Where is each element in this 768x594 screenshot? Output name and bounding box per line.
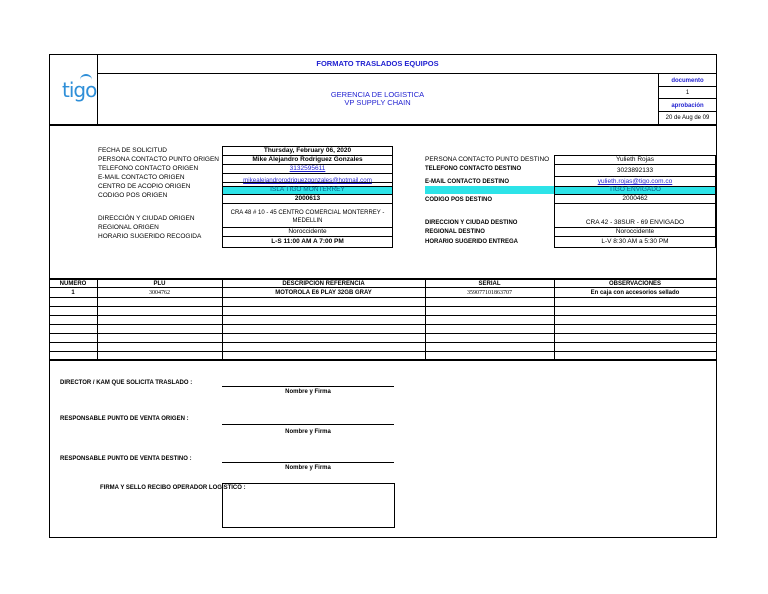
label-email-origen: E-MAIL CONTACTO ORIGEN	[98, 174, 185, 181]
origin-email-link[interactable]: mikealejandrorodriguezgonzales@hotmail.com	[243, 177, 372, 184]
aprobacion-value: 20 de Aug de 09	[665, 115, 710, 121]
origin-row-line	[222, 173, 393, 174]
label-codigo-destino: CODIGO POS DESTINO	[425, 197, 493, 203]
cell-serial: 359077101863707	[467, 290, 512, 296]
director-label: DIRECTOR / KAM QUE SOLICITA TRASLADO :	[60, 380, 193, 386]
origin-direccion-value-2: MEDELLIN	[292, 218, 323, 224]
director-signature-line[interactable]	[222, 386, 394, 387]
label-fecha: FECHA DE SOLICITUD	[98, 147, 167, 154]
cell-numero: 1	[71, 290, 75, 296]
table-row-line	[49, 315, 717, 316]
col-header-plu: PLU	[153, 281, 166, 287]
label-horario-origen: HORARIO SUGERIDO RECOGIDA	[98, 233, 202, 240]
label-direccion-destino: DIRECCION Y CIUDAD DESTINO	[425, 220, 518, 226]
responsable-destino-nombre-firma: Nombre y Firma	[285, 465, 331, 471]
table-row-line	[49, 297, 717, 298]
label-persona-origen: PERSONA CONTACTO PUNTO ORIGEN	[98, 156, 219, 163]
documento-label: documento	[671, 78, 704, 84]
vp-label: VP SUPPLY CHAIN	[344, 98, 411, 107]
origin-fecha-value: Thursday, February 06, 2020	[263, 147, 352, 154]
origin-centro-value: ISLA TIGO MONTERREY	[270, 186, 345, 193]
col-header-descripcion: DESCRIPCION REFERENCIA	[282, 281, 365, 287]
dest-row-line	[554, 203, 716, 204]
origin-persona-value: Mike Alejandro Rodriguez Gonzales	[252, 156, 363, 163]
label-regional-origen: REGIONAL ORIGEN	[98, 224, 159, 231]
dest-codigo-value: 2000462	[622, 195, 648, 202]
director-nombre-firma: Nombre y Firma	[285, 389, 331, 395]
responsable-destino-label: RESPONSABLE PUNTO DE VENTA DESTINO :	[60, 456, 192, 462]
col-header-numero: NUMERO	[59, 281, 87, 287]
dest-row-line	[554, 164, 716, 165]
operador-label: FIRMA Y SELLO RECIBO OPERADOR LOGISTICO :	[100, 485, 246, 491]
document-title: FORMATO TRASLADOS EQUIPOS	[316, 59, 439, 68]
responsable-origen-nombre-firma: Nombre y Firma	[285, 429, 331, 435]
col-header-serial: SERIAL	[478, 281, 501, 287]
origin-direccion-value-1: CRA 48 # 10 - 45 CENTRO COMERCIAL MONTERREY -	[230, 210, 385, 216]
cell-observaciones: En caja con accesorios sellado	[590, 290, 680, 296]
tigo-logo: tigo	[62, 78, 97, 102]
dest-row-line	[554, 236, 716, 237]
table-row-line	[49, 306, 717, 307]
label-codigo-origen: CODIGO POS ORIGEN	[98, 192, 168, 199]
table-row-line	[49, 342, 717, 343]
dest-centro-value: TIGO ENVIGADO	[608, 186, 661, 193]
dest-direccion-value: CRA 42 - 38SUR - 69 ENVIGADO	[585, 219, 685, 226]
dest-persona-value: Yulieth Rojas	[616, 156, 654, 163]
gerencia-label: GERENCIA DE LOGISTICA	[330, 90, 425, 99]
doc-line-2	[658, 98, 717, 99]
label-regional-destino: REGIONAL DESTINO	[425, 229, 485, 235]
origin-row-line	[222, 236, 393, 237]
label-telefono-origen: TELEFONO CONTACTO ORIGEN	[98, 165, 199, 172]
origin-horario-value: L-S 11:00 AM A 7:00 PM	[271, 238, 344, 245]
documento-value: 1	[685, 90, 690, 96]
label-telefono-destino: TELEFONO CONTACTO DESTINO	[425, 166, 522, 172]
label-direccion-origen: DIRECCIÓN Y CIUDAD ORIGEN	[98, 215, 195, 222]
operador-signature-box[interactable]	[222, 483, 395, 528]
cell-descripcion: MOTOROLA E6 PLAY 32GB GRAY	[275, 290, 372, 296]
col-header-observaciones: OBSERVACIONES	[608, 281, 662, 287]
header-title-line	[97, 73, 717, 74]
dest-regional-value: Noroccidente	[615, 228, 655, 235]
responsable-origen-label: RESPONSABLE PUNTO DE VENTA ORIGEN :	[60, 416, 189, 422]
responsable-destino-signature-line[interactable]	[222, 462, 394, 463]
dest-row-line	[554, 176, 716, 177]
origin-regional-value: Noroccidente	[288, 228, 327, 235]
label-centro-origen: CENTRO DE ACOPIO ORIGEN	[98, 183, 191, 190]
origin-codigo-value: 2000613	[294, 195, 321, 202]
aprobacion-label: aprobación	[671, 103, 704, 109]
dest-email-link[interactable]: yulieth.rojas@tigo.com.co	[597, 178, 673, 185]
responsable-origen-signature-line[interactable]	[222, 424, 394, 425]
label-email-destino: E-MAIL CONTACTO DESTINO	[425, 179, 509, 185]
label-persona-destino: PERSONA CONTACTO PUNTO DESTINO	[425, 156, 550, 163]
origin-row-line	[222, 203, 393, 204]
table-row-line	[49, 324, 717, 325]
cell-plu: 3004762	[149, 290, 170, 296]
doc-line-3	[658, 111, 717, 112]
dest-horario-value: L-V 8:30 AM a 5:30 PM	[601, 238, 669, 245]
label-horario-destino: HORARIO SUGERIDO ENTREGA	[425, 239, 519, 245]
table-row-line	[49, 333, 717, 334]
doc-line-1	[658, 86, 717, 87]
dest-telefono-value: 3023892133	[616, 167, 654, 174]
table-row-line	[49, 351, 717, 352]
origin-telefono-link[interactable]: 3132595611	[289, 165, 326, 172]
